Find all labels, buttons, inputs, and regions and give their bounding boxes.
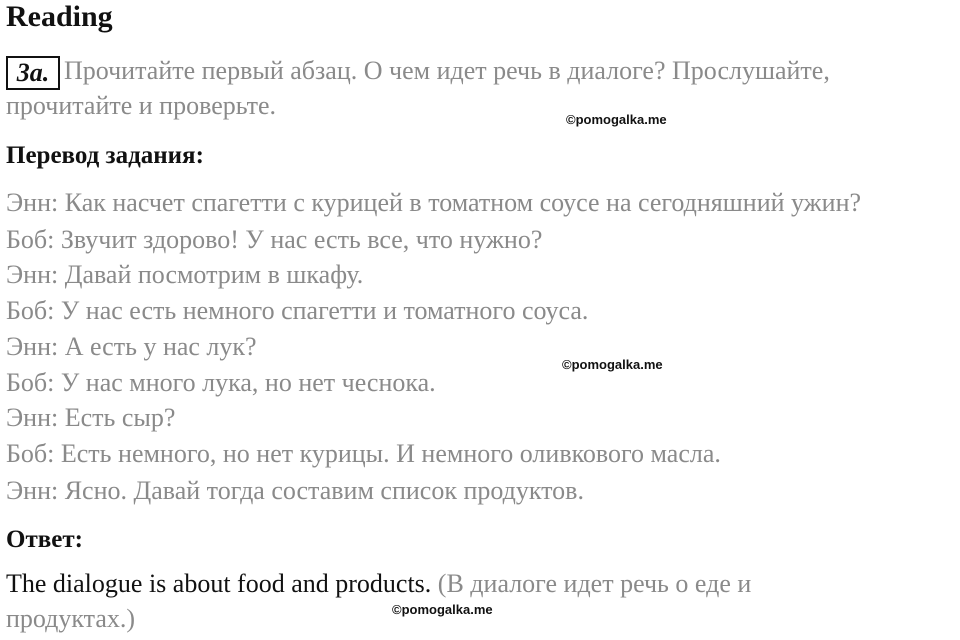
dialogue-line: Энн: А есть у нас лук? xyxy=(6,332,257,361)
answer-russian: (В диалоге идет речь о еде и xyxy=(437,569,752,598)
answer-line-2: продуктах.) xyxy=(6,604,136,633)
answer-heading: Ответ: xyxy=(6,526,83,553)
dialogue-line: Боб: Звучит здорово! У нас есть все, что нужно? xyxy=(6,225,543,254)
page-heading: Reading xyxy=(6,0,113,33)
dialogue-line: Энн: Ясно. Давай тогда составим список продуктов. xyxy=(6,476,584,505)
task-instruction-line-2: прочитайте и проверьте. xyxy=(6,91,277,120)
translation-heading: Перевод задания: xyxy=(6,142,204,169)
answer-line-1 xyxy=(6,569,751,599)
task-number-badge: 3a. xyxy=(6,56,60,90)
dialogue-line: Энн: Есть сыр? xyxy=(6,403,176,432)
answer-english: The dialogue is about food and products. xyxy=(6,569,432,598)
dialogue-line: Боб: У нас много лука, но нет чеснока. xyxy=(6,368,436,397)
dialogue-line: Энн: Давай посмотрим в шкафу. xyxy=(6,260,364,289)
watermark: ©pomogalka.me xyxy=(566,112,667,127)
watermark: ©pomogalka.me xyxy=(392,602,493,617)
dialogue-line: Энн: Как насчет спагетти с курицей в томатном соусе на сегодняшний ужин? xyxy=(6,188,862,217)
task-instruction-line-1: Прочитайте первый абзац. О чем идет речь в диалоге? Прослушайте, xyxy=(64,56,830,85)
dialogue-line: Боб: Есть немного, но нет курицы. И немного оливкового масла. xyxy=(6,439,721,468)
watermark: ©pomogalka.me xyxy=(562,357,663,372)
dialogue-line: Боб: У нас есть немного спагетти и томатного соуса. xyxy=(6,296,589,325)
